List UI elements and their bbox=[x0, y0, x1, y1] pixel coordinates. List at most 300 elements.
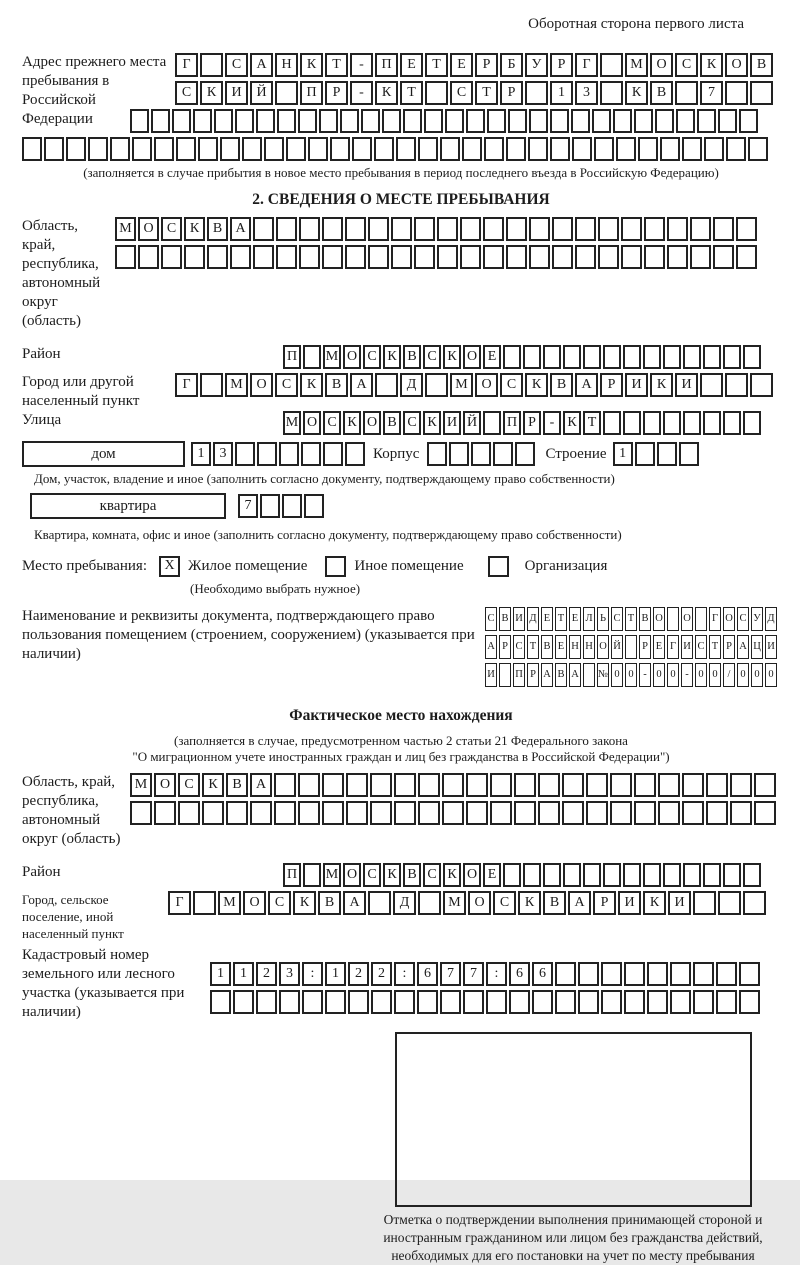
char-cell[interactable]: В bbox=[541, 635, 553, 659]
char-cell[interactable]: И bbox=[485, 663, 497, 687]
char-cell[interactable]: 0 bbox=[611, 663, 623, 687]
char-cell[interactable] bbox=[486, 990, 507, 1014]
char-cell[interactable] bbox=[396, 137, 416, 161]
char-cell[interactable] bbox=[493, 442, 513, 466]
char-cell[interactable]: А bbox=[575, 373, 598, 397]
previous-address-row-1[interactable] bbox=[175, 53, 773, 77]
char-cell[interactable]: Л bbox=[583, 607, 595, 631]
char-cell[interactable]: Й bbox=[611, 635, 623, 659]
char-cell[interactable] bbox=[132, 137, 152, 161]
char-cell[interactable] bbox=[264, 137, 284, 161]
char-cell[interactable] bbox=[525, 81, 548, 105]
char-cell[interactable]: О bbox=[597, 635, 609, 659]
char-cell[interactable]: М bbox=[625, 53, 648, 77]
char-cell[interactable]: И bbox=[618, 891, 641, 915]
char-cell[interactable]: П bbox=[300, 81, 323, 105]
char-cell[interactable]: 1 bbox=[210, 962, 231, 986]
char-cell[interactable]: М bbox=[450, 373, 473, 397]
char-cell[interactable] bbox=[718, 891, 741, 915]
char-cell[interactable] bbox=[301, 442, 321, 466]
char-cell[interactable] bbox=[575, 217, 596, 241]
char-cell[interactable]: А bbox=[541, 663, 553, 687]
char-cell[interactable]: М bbox=[115, 217, 136, 241]
char-cell[interactable] bbox=[330, 137, 350, 161]
previous-address-row-4[interactable] bbox=[22, 137, 780, 161]
char-cell[interactable] bbox=[514, 801, 536, 825]
char-cell[interactable]: Г bbox=[709, 607, 721, 631]
char-cell[interactable] bbox=[725, 81, 748, 105]
char-cell[interactable] bbox=[499, 663, 511, 687]
char-cell[interactable] bbox=[730, 801, 752, 825]
char-cell[interactable]: 3 bbox=[279, 962, 300, 986]
char-cell[interactable]: В bbox=[403, 345, 421, 369]
char-cell[interactable] bbox=[723, 411, 741, 435]
char-cell[interactable] bbox=[260, 494, 280, 518]
char-cell[interactable] bbox=[202, 801, 224, 825]
char-cell[interactable]: Е bbox=[541, 607, 553, 631]
char-cell[interactable]: С bbox=[275, 373, 298, 397]
char-cell[interactable]: 1 bbox=[233, 962, 254, 986]
char-cell[interactable] bbox=[736, 245, 757, 269]
char-cell[interactable] bbox=[276, 245, 297, 269]
char-cell[interactable]: С bbox=[485, 607, 497, 631]
char-cell[interactable] bbox=[739, 962, 760, 986]
stroenie-row[interactable] bbox=[613, 442, 699, 466]
char-cell[interactable] bbox=[739, 990, 760, 1014]
char-cell[interactable]: С bbox=[423, 863, 441, 887]
char-cell[interactable]: И bbox=[668, 891, 691, 915]
char-cell[interactable]: В bbox=[750, 53, 773, 77]
char-cell[interactable] bbox=[716, 990, 737, 1014]
char-cell[interactable]: К bbox=[383, 863, 401, 887]
char-cell[interactable] bbox=[550, 109, 569, 133]
char-cell[interactable] bbox=[368, 891, 391, 915]
char-cell[interactable]: В bbox=[499, 607, 511, 631]
char-cell[interactable] bbox=[723, 863, 741, 887]
char-cell[interactable] bbox=[346, 801, 368, 825]
char-cell[interactable] bbox=[690, 217, 711, 241]
char-cell[interactable]: / bbox=[723, 663, 735, 687]
char-cell[interactable] bbox=[200, 373, 223, 397]
char-cell[interactable]: Р bbox=[475, 53, 498, 77]
char-cell[interactable]: К bbox=[343, 411, 361, 435]
char-cell[interactable] bbox=[424, 109, 443, 133]
char-cell[interactable] bbox=[693, 891, 716, 915]
char-cell[interactable] bbox=[543, 345, 561, 369]
char-cell[interactable] bbox=[750, 373, 773, 397]
char-cell[interactable] bbox=[667, 607, 679, 631]
char-cell[interactable] bbox=[151, 109, 170, 133]
right-document-row-1[interactable] bbox=[485, 607, 777, 631]
char-cell[interactable] bbox=[682, 801, 704, 825]
char-cell[interactable]: Н bbox=[275, 53, 298, 77]
char-cell[interactable]: С bbox=[675, 53, 698, 77]
char-cell[interactable] bbox=[115, 245, 136, 269]
actual-city-row[interactable] bbox=[168, 891, 766, 915]
char-cell[interactable] bbox=[418, 801, 440, 825]
char-cell[interactable]: 0 bbox=[695, 663, 707, 687]
char-cell[interactable]: Т bbox=[555, 607, 567, 631]
char-cell[interactable]: Ь bbox=[597, 607, 609, 631]
char-cell[interactable]: И bbox=[625, 373, 648, 397]
char-cell[interactable] bbox=[172, 109, 191, 133]
char-cell[interactable] bbox=[462, 137, 482, 161]
char-cell[interactable] bbox=[207, 245, 228, 269]
char-cell[interactable] bbox=[193, 109, 212, 133]
char-cell[interactable] bbox=[154, 137, 174, 161]
char-cell[interactable] bbox=[425, 81, 448, 105]
char-cell[interactable] bbox=[210, 990, 231, 1014]
char-cell[interactable] bbox=[660, 137, 680, 161]
char-cell[interactable] bbox=[621, 217, 642, 241]
char-cell[interactable] bbox=[716, 962, 737, 986]
char-cell[interactable] bbox=[634, 109, 653, 133]
char-cell[interactable] bbox=[298, 801, 320, 825]
char-cell[interactable]: О bbox=[463, 863, 481, 887]
char-cell[interactable] bbox=[437, 217, 458, 241]
char-cell[interactable] bbox=[586, 773, 608, 797]
korpus-row[interactable] bbox=[427, 442, 535, 466]
char-cell[interactable]: О bbox=[475, 373, 498, 397]
char-cell[interactable] bbox=[538, 801, 560, 825]
char-cell[interactable] bbox=[463, 990, 484, 1014]
previous-address-row-3[interactable] bbox=[130, 109, 773, 133]
char-cell[interactable] bbox=[624, 990, 645, 1014]
char-cell[interactable] bbox=[286, 137, 306, 161]
actual-region-row-2[interactable] bbox=[130, 801, 776, 825]
char-cell[interactable]: В bbox=[403, 863, 421, 887]
char-cell[interactable] bbox=[308, 137, 328, 161]
char-cell[interactable] bbox=[375, 373, 398, 397]
char-cell[interactable] bbox=[644, 217, 665, 241]
char-cell[interactable]: И bbox=[443, 411, 461, 435]
char-cell[interactable] bbox=[282, 494, 302, 518]
char-cell[interactable]: А bbox=[737, 635, 749, 659]
char-cell[interactable]: В bbox=[650, 81, 673, 105]
char-cell[interactable] bbox=[418, 773, 440, 797]
char-cell[interactable]: О bbox=[343, 863, 361, 887]
right-document-row-3[interactable] bbox=[485, 663, 777, 687]
char-cell[interactable] bbox=[675, 81, 698, 105]
char-cell[interactable]: № bbox=[597, 663, 609, 687]
char-cell[interactable] bbox=[322, 773, 344, 797]
char-cell[interactable]: Р bbox=[600, 373, 623, 397]
char-cell[interactable] bbox=[743, 411, 761, 435]
char-cell[interactable] bbox=[483, 217, 504, 241]
char-cell[interactable] bbox=[676, 109, 695, 133]
char-cell[interactable] bbox=[279, 990, 300, 1014]
char-cell[interactable] bbox=[683, 411, 701, 435]
char-cell[interactable] bbox=[703, 345, 721, 369]
char-cell[interactable]: С bbox=[611, 607, 623, 631]
char-cell[interactable]: Й bbox=[463, 411, 481, 435]
char-cell[interactable]: Р bbox=[523, 411, 541, 435]
char-cell[interactable]: 0 bbox=[667, 663, 679, 687]
char-cell[interactable] bbox=[414, 245, 435, 269]
char-cell[interactable] bbox=[235, 442, 255, 466]
char-cell[interactable]: К bbox=[443, 863, 461, 887]
char-cell[interactable]: О bbox=[138, 217, 159, 241]
char-cell[interactable] bbox=[663, 863, 681, 887]
char-cell[interactable] bbox=[274, 801, 296, 825]
char-cell[interactable] bbox=[603, 863, 621, 887]
char-cell[interactable] bbox=[323, 442, 343, 466]
char-cell[interactable] bbox=[178, 801, 200, 825]
char-cell[interactable] bbox=[460, 245, 481, 269]
char-cell[interactable]: Й bbox=[250, 81, 273, 105]
char-cell[interactable]: К bbox=[293, 891, 316, 915]
char-cell[interactable]: М bbox=[323, 863, 341, 887]
char-cell[interactable]: К bbox=[563, 411, 581, 435]
char-cell[interactable]: Г bbox=[667, 635, 679, 659]
char-cell[interactable]: П bbox=[283, 345, 301, 369]
char-cell[interactable] bbox=[616, 137, 636, 161]
char-cell[interactable]: К bbox=[700, 53, 723, 77]
char-cell[interactable] bbox=[532, 990, 553, 1014]
char-cell[interactable]: К bbox=[518, 891, 541, 915]
char-cell[interactable] bbox=[374, 137, 394, 161]
char-cell[interactable]: К bbox=[375, 81, 398, 105]
char-cell[interactable] bbox=[754, 801, 776, 825]
char-cell[interactable] bbox=[44, 137, 64, 161]
char-cell[interactable]: Д bbox=[393, 891, 416, 915]
char-cell[interactable] bbox=[621, 245, 642, 269]
char-cell[interactable]: А bbox=[230, 217, 251, 241]
char-cell[interactable] bbox=[484, 137, 504, 161]
char-cell[interactable] bbox=[601, 990, 622, 1014]
char-cell[interactable] bbox=[523, 345, 541, 369]
char-cell[interactable] bbox=[154, 801, 176, 825]
char-cell[interactable]: К bbox=[650, 373, 673, 397]
char-cell[interactable] bbox=[449, 442, 469, 466]
char-cell[interactable]: 0 bbox=[653, 663, 665, 687]
char-cell[interactable] bbox=[345, 217, 366, 241]
char-cell[interactable] bbox=[538, 773, 560, 797]
char-cell[interactable] bbox=[725, 373, 748, 397]
char-cell[interactable]: А bbox=[250, 773, 272, 797]
char-cell[interactable]: П bbox=[283, 863, 301, 887]
char-cell[interactable]: С bbox=[513, 635, 525, 659]
char-cell[interactable]: М bbox=[218, 891, 241, 915]
char-cell[interactable]: С bbox=[737, 607, 749, 631]
char-cell[interactable]: Г bbox=[168, 891, 191, 915]
char-cell[interactable] bbox=[583, 663, 595, 687]
char-cell[interactable]: Г bbox=[175, 53, 198, 77]
char-cell[interactable] bbox=[643, 411, 661, 435]
char-cell[interactable]: 1 bbox=[550, 81, 573, 105]
char-cell[interactable]: 7 bbox=[440, 962, 461, 986]
char-cell[interactable]: Р bbox=[639, 635, 651, 659]
actual-district-row[interactable] bbox=[283, 863, 761, 887]
char-cell[interactable]: : bbox=[394, 962, 415, 986]
char-cell[interactable] bbox=[348, 990, 369, 1014]
char-cell[interactable]: К bbox=[300, 53, 323, 77]
char-cell[interactable]: С bbox=[175, 81, 198, 105]
char-cell[interactable] bbox=[66, 137, 86, 161]
char-cell[interactable] bbox=[713, 217, 734, 241]
char-cell[interactable] bbox=[603, 411, 621, 435]
char-cell[interactable]: : bbox=[302, 962, 323, 986]
char-cell[interactable]: 6 bbox=[417, 962, 438, 986]
char-cell[interactable]: А bbox=[343, 891, 366, 915]
char-cell[interactable] bbox=[220, 137, 240, 161]
char-cell[interactable] bbox=[130, 801, 152, 825]
char-cell[interactable] bbox=[748, 137, 768, 161]
char-cell[interactable]: В bbox=[543, 891, 566, 915]
char-cell[interactable] bbox=[562, 773, 584, 797]
char-cell[interactable] bbox=[563, 345, 581, 369]
char-cell[interactable] bbox=[658, 773, 680, 797]
char-cell[interactable]: Е bbox=[483, 345, 501, 369]
char-cell[interactable]: Р bbox=[325, 81, 348, 105]
char-cell[interactable] bbox=[700, 373, 723, 397]
char-cell[interactable] bbox=[130, 109, 149, 133]
char-cell[interactable] bbox=[506, 245, 527, 269]
char-cell[interactable]: В bbox=[555, 663, 567, 687]
char-cell[interactable] bbox=[198, 137, 218, 161]
char-cell[interactable] bbox=[623, 345, 641, 369]
char-cell[interactable] bbox=[523, 863, 541, 887]
char-cell[interactable]: К bbox=[525, 373, 548, 397]
char-cell[interactable] bbox=[703, 863, 721, 887]
char-cell[interactable] bbox=[703, 411, 721, 435]
char-cell[interactable] bbox=[706, 801, 728, 825]
char-cell[interactable] bbox=[427, 442, 447, 466]
char-cell[interactable]: Б bbox=[500, 53, 523, 77]
char-cell[interactable] bbox=[543, 863, 561, 887]
char-cell[interactable] bbox=[562, 801, 584, 825]
char-cell[interactable]: У bbox=[525, 53, 548, 77]
char-cell[interactable]: Т bbox=[709, 635, 721, 659]
char-cell[interactable] bbox=[176, 137, 196, 161]
char-cell[interactable]: С bbox=[450, 81, 473, 105]
char-cell[interactable]: К bbox=[200, 81, 223, 105]
city-row[interactable] bbox=[175, 373, 773, 397]
house-row[interactable] bbox=[191, 442, 365, 466]
char-cell[interactable]: К bbox=[383, 345, 401, 369]
char-cell[interactable] bbox=[322, 245, 343, 269]
char-cell[interactable] bbox=[466, 801, 488, 825]
char-cell[interactable] bbox=[442, 773, 464, 797]
char-cell[interactable]: О bbox=[463, 345, 481, 369]
char-cell[interactable]: О bbox=[363, 411, 381, 435]
char-cell[interactable]: 0 bbox=[625, 663, 637, 687]
char-cell[interactable] bbox=[643, 863, 661, 887]
char-cell[interactable] bbox=[730, 773, 752, 797]
char-cell[interactable] bbox=[603, 345, 621, 369]
char-cell[interactable]: К bbox=[423, 411, 441, 435]
char-cell[interactable] bbox=[610, 773, 632, 797]
char-cell[interactable]: В bbox=[207, 217, 228, 241]
char-cell[interactable] bbox=[743, 891, 766, 915]
char-cell[interactable]: Т bbox=[583, 411, 601, 435]
char-cell[interactable] bbox=[723, 345, 741, 369]
char-cell[interactable]: С bbox=[423, 345, 441, 369]
char-cell[interactable] bbox=[110, 137, 130, 161]
char-cell[interactable] bbox=[657, 442, 677, 466]
char-cell[interactable] bbox=[230, 245, 251, 269]
char-cell[interactable]: Е bbox=[450, 53, 473, 77]
char-cell[interactable] bbox=[682, 773, 704, 797]
char-cell[interactable] bbox=[242, 137, 262, 161]
char-cell[interactable] bbox=[490, 801, 512, 825]
char-cell[interactable]: М bbox=[283, 411, 301, 435]
char-cell[interactable] bbox=[529, 109, 548, 133]
char-cell[interactable]: С bbox=[225, 53, 248, 77]
char-cell[interactable] bbox=[552, 245, 573, 269]
char-cell[interactable]: О bbox=[650, 53, 673, 77]
char-cell[interactable]: Д bbox=[400, 373, 423, 397]
char-cell[interactable] bbox=[298, 109, 317, 133]
char-cell[interactable] bbox=[683, 345, 701, 369]
char-cell[interactable] bbox=[670, 962, 691, 986]
char-cell[interactable] bbox=[503, 863, 521, 887]
char-cell[interactable] bbox=[635, 442, 655, 466]
char-cell[interactable]: Ц bbox=[751, 635, 763, 659]
checkbox-other-premises[interactable] bbox=[325, 556, 346, 577]
char-cell[interactable] bbox=[277, 109, 296, 133]
char-cell[interactable] bbox=[352, 137, 372, 161]
char-cell[interactable] bbox=[575, 245, 596, 269]
char-cell[interactable]: 7 bbox=[238, 494, 258, 518]
char-cell[interactable]: С bbox=[363, 863, 381, 887]
char-cell[interactable] bbox=[138, 245, 159, 269]
char-cell[interactable] bbox=[509, 990, 530, 1014]
char-cell[interactable]: И bbox=[765, 635, 777, 659]
char-cell[interactable] bbox=[693, 990, 714, 1014]
char-cell[interactable] bbox=[658, 801, 680, 825]
char-cell[interactable] bbox=[253, 217, 274, 241]
char-cell[interactable]: А bbox=[569, 663, 581, 687]
char-cell[interactable]: Р bbox=[500, 81, 523, 105]
checkbox-organization[interactable] bbox=[488, 556, 509, 577]
char-cell[interactable] bbox=[528, 137, 548, 161]
char-cell[interactable]: С bbox=[363, 345, 381, 369]
char-cell[interactable]: А bbox=[350, 373, 373, 397]
char-cell[interactable]: - bbox=[350, 81, 373, 105]
char-cell[interactable] bbox=[625, 635, 637, 659]
char-cell[interactable]: С bbox=[178, 773, 200, 797]
char-cell[interactable] bbox=[483, 245, 504, 269]
char-cell[interactable]: 0 bbox=[709, 663, 721, 687]
char-cell[interactable] bbox=[440, 137, 460, 161]
char-cell[interactable] bbox=[529, 217, 550, 241]
char-cell[interactable]: О bbox=[154, 773, 176, 797]
char-cell[interactable]: И bbox=[513, 607, 525, 631]
char-cell[interactable] bbox=[600, 53, 623, 77]
char-cell[interactable]: П bbox=[513, 663, 525, 687]
char-cell[interactable] bbox=[514, 773, 536, 797]
char-cell[interactable]: Е bbox=[653, 635, 665, 659]
char-cell[interactable]: И bbox=[675, 373, 698, 397]
char-cell[interactable]: 0 bbox=[751, 663, 763, 687]
char-cell[interactable]: С bbox=[493, 891, 516, 915]
char-cell[interactable] bbox=[610, 801, 632, 825]
char-cell[interactable] bbox=[414, 217, 435, 241]
char-cell[interactable]: О bbox=[681, 607, 693, 631]
char-cell[interactable]: О bbox=[243, 891, 266, 915]
char-cell[interactable] bbox=[340, 109, 359, 133]
char-cell[interactable]: Д bbox=[527, 607, 539, 631]
char-cell[interactable] bbox=[718, 109, 737, 133]
char-cell[interactable] bbox=[572, 137, 592, 161]
char-cell[interactable] bbox=[425, 373, 448, 397]
char-cell[interactable] bbox=[704, 137, 724, 161]
char-cell[interactable]: О bbox=[343, 345, 361, 369]
char-cell[interactable]: Д bbox=[765, 607, 777, 631]
char-cell[interactable] bbox=[670, 990, 691, 1014]
char-cell[interactable]: Е bbox=[569, 607, 581, 631]
